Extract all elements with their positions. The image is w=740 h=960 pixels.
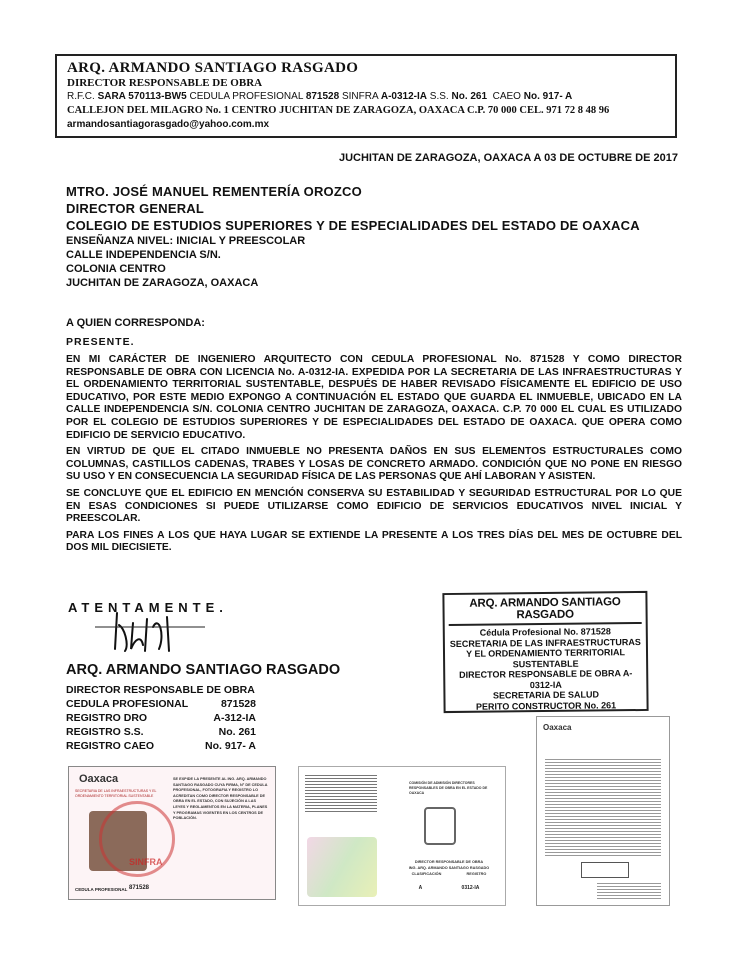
dro-id-card-image bbox=[68, 766, 276, 900]
recipient-street: CALLE INDEPENDENCIA S/N. bbox=[66, 249, 221, 261]
cedula-value: 871528 bbox=[305, 91, 340, 102]
letterhead-ids bbox=[67, 90, 665, 104]
stamp-line: Y EL ORDENAMIENTO TERRITORIAL bbox=[466, 647, 625, 659]
card-text: SE EXPIDE LA PRESENTE AL ING. ARQ. ARMANDO SANTIAGO RASGADO CUYA FIRMA, N° DE CEDULA PROFESIONAL, FOTOGRAFIA Y REGISTRO LO ACREDITAN COMO DIRECTOR RESPONSABLE DE OBRA EN EL ESTADO, CON SUJECIÓN A LAS LEYES Y REGLAMENTOS EN LA MATERIA, PLANES Y PROGRAMAS VIGENTES EN LOS CENTROS DE POBLACIÓN. bbox=[173, 777, 268, 821]
coat-of-arms-icon bbox=[424, 807, 456, 845]
decorative-art bbox=[307, 837, 377, 897]
credential-value: 871528 bbox=[220, 698, 256, 710]
stamp-icon bbox=[581, 862, 629, 878]
caeo-label: CAEO bbox=[492, 91, 521, 102]
official-letter-image bbox=[536, 716, 670, 906]
doc2-header: COMISIÓN DE ADMISIÓN DIRECTORES RESPONSABLES DE OBRA EN EL ESTADO DE OAXACA bbox=[409, 781, 488, 795]
stamp-line: DIRECTOR RESPONSABLE DE OBRA A-0312-IA bbox=[459, 668, 633, 690]
recipient-level: ENSEÑANZA NIVEL: INICIAL Y PREESCOLAR bbox=[66, 235, 306, 247]
doc2-footer bbox=[399, 859, 499, 877]
signer-name: ARQ. ARMANDO SANTIAGO RASGADO bbox=[66, 662, 341, 678]
rfc-value: SARA 570113-BW5 bbox=[97, 91, 187, 102]
body-paragraph: EN VIRTUD DE QUE EL CITADO INMUEBLE NO PRESENTA DAÑOS EN SUS ELEMENTOS ESTRUCTURALES COMO COLUMNAS, CASTILLOS CADENAS, TRABES Y LOSAS DE CONCRETO ARMADO. CONDICIÓN QUE NO PONE EN RIESGO SU USO Y EN CONSECUENCIA LA SEGURIDAD FÍSICA DE LAS PERSONAS QUE AHÍ LABORAN Y ASISTEN. bbox=[66, 446, 682, 483]
date-line: JUCHITAN DE ZARAGOZA, OAXACA A 03 DE OCTUBRE DE 2017 bbox=[338, 152, 678, 164]
card-infra-mark: SINFRA bbox=[129, 857, 163, 867]
recipient-name: MTRO. JOSÉ MANUEL REMENTERÍA OROZCO bbox=[66, 184, 362, 199]
credential-label: CEDULA PROFESIONAL bbox=[66, 698, 189, 710]
recipient-colony: COLONIA CENTRO bbox=[66, 263, 166, 275]
handwritten-signature bbox=[95, 605, 205, 655]
cedula-label: CEDULA PROFESIONAL bbox=[189, 91, 304, 102]
credential-label: REGISTRO S.S. bbox=[66, 726, 144, 738]
credential-value: No. 261 bbox=[218, 726, 256, 738]
stamp-cedula: Cédula Profesional No. 871528 bbox=[479, 626, 611, 638]
credential-value: No. 917- A bbox=[205, 740, 256, 752]
letterhead-email: armandosantiagorasgado@yahoo.com.mx bbox=[67, 119, 270, 130]
body-paragraph: PARA LOS FINES A LOS QUE HAYA LUGAR SE EXTIENDE LA PRESENTE A LOS TRES DÍAS DEL MES DE OCTUBRE DEL DOS MIL DIECISIETE. bbox=[66, 529, 682, 554]
dro-registration-image bbox=[298, 766, 506, 906]
recipient-city: JUCHITAN DE ZARAGOZA, OAXACA bbox=[66, 277, 259, 289]
doc2-foot-title: DIRECTOR RESPONSABLE DE OBRA bbox=[414, 860, 484, 864]
oaxaca-logo: Oaxaca bbox=[79, 773, 119, 785]
credential-label: REGISTRO CAEO bbox=[66, 740, 155, 752]
credential-label: REGISTRO DRO bbox=[66, 712, 148, 724]
stamp-line: SECRETARIA DE LAS INFRAESTRUCTURAS bbox=[449, 636, 641, 649]
stamp-line: SECRETARIA DE SALUD bbox=[492, 689, 599, 701]
letterhead-role: DIRECTOR RESPONSABLE DE OBRA bbox=[67, 77, 263, 89]
letter-body bbox=[66, 354, 682, 559]
card-foot-label: CEDULA PROFESIONAL bbox=[75, 887, 128, 892]
class-label: CLASIFICACIÓN bbox=[411, 872, 442, 876]
letterhead-name: ARQ. ARMANDO SANTIAGO RASGADO bbox=[67, 60, 359, 76]
professional-stamp bbox=[442, 591, 648, 713]
card-subtitle: SECRETARIA DE LAS INFRAESTRUCTURAS Y EL ORDENAMIENTO TERRITORIAL SUSTENTABLE bbox=[75, 789, 157, 798]
stamp-line: SUSTENTABLE bbox=[512, 658, 579, 669]
oaxaca-logo: Oaxaca bbox=[543, 723, 572, 732]
body-paragraph: SE CONCLUYE QUE EL EDIFICIO EN MENCIÓN CONSERVA SU ESTABILIDAD Y SEGURIDAD ESTRUCTURAL POR LO QUE EN ESAS CONDICIONES SI PUEDE UTILIZARSE COMO EDIFICIO DE SERVICIOS EDUCATIVOS NIVEL INICIAL Y PREESCOLAR. bbox=[66, 487, 682, 525]
class-value: A bbox=[418, 885, 423, 891]
letterhead-address: CALLEJON DEL MILAGRO No. 1 CENTRO JUCHITAN DE ZARAGOZA, OAXACA C.P. 70 000 CEL. 971 72 8 48 96 bbox=[67, 105, 610, 116]
text-lines bbox=[597, 881, 661, 899]
doc2-foot-name: ING. ARQ. ARMANDO SANTIAGO RASGADO bbox=[408, 866, 490, 870]
sinfra-value: A-0312-IA bbox=[380, 91, 428, 102]
signer-credentials bbox=[66, 683, 256, 753]
caeo-value: No. 917- A bbox=[523, 91, 573, 102]
sinfra-label: SINFRA bbox=[341, 91, 379, 102]
stamp-name: ARQ. ARMANDO SANTIAGO RASGADO bbox=[448, 596, 641, 626]
ss-value: No. 261 bbox=[451, 91, 488, 102]
stamp-line: PERITO CONSTRUCTOR No. 261 bbox=[475, 699, 617, 712]
recipient-title: DIRECTOR GENERAL bbox=[66, 201, 205, 216]
credential-row bbox=[66, 697, 256, 711]
text-lines bbox=[545, 757, 661, 857]
reg-value: 0312-IA bbox=[461, 885, 480, 891]
recipient-institution: COLEGIO DE ESTUDIOS SUPERIORES Y DE ESPECIALIDADES DEL ESTADO DE OAXACA bbox=[66, 218, 640, 233]
ss-label: S.S. bbox=[429, 91, 449, 102]
doc2-labels bbox=[399, 871, 499, 877]
letterhead bbox=[55, 54, 677, 138]
credential-row bbox=[66, 725, 256, 739]
presente: PRESENTE. bbox=[66, 336, 135, 348]
credential-row bbox=[66, 711, 256, 725]
doc2-values bbox=[399, 885, 499, 891]
credential-row bbox=[66, 739, 256, 753]
credential-value: A-312-IA bbox=[213, 712, 256, 724]
recipient-block bbox=[66, 183, 686, 290]
signer-role: DIRECTOR RESPONSABLE DE OBRA bbox=[66, 684, 255, 696]
salutation: A QUIEN CORRESPONDA: bbox=[66, 317, 205, 329]
text-lines bbox=[305, 773, 377, 813]
reg-label: REGISTRO bbox=[466, 872, 487, 876]
body-paragraph: EN MI CARÁCTER DE INGENIERO ARQUITECTO CON CEDULA PROFESIONAL No. 871528 Y COMO DIRECTOR RESPONSABLE DE OBRA CON LICENCIA No. A-0312-IA. EXPEDIDA POR LA SECRETARIA DE LAS INFRAESTRUCTURAS Y EL ORDENAMIENTO TERRITORIAL SUSTENTABLE, DESPUÉS DE HABER REVISADO FÍSICAMENTE EL EDIFICIO DE USO EDUCATIVO, POR ESTE MEDIO EXPONGO A CONTINUACIÓN EL ESTADO QUE GUARDA EL INMUEBLE, UBICADO EN LA CALLE INDEPENDENCIA S/N. COLONIA CENTRO JUCHITAN DE ZARAGOZA, OAXACA. C.P. 70 000 EL CUAL ES UTILIZADO POR EL COLEGIO DE ESTUDIOS SUPERIORES Y DE ESPECIALIDADES DEL ESTADO DE OAXACA. QUE OPERA COMO EDIFICIO DE SERVICIO EDUCATIVO. bbox=[66, 354, 682, 441]
rfc-label: R.F.C. bbox=[67, 91, 95, 102]
card-foot-value: 871528 bbox=[129, 885, 150, 891]
closing: ATENTAMENTE. bbox=[68, 600, 228, 615]
